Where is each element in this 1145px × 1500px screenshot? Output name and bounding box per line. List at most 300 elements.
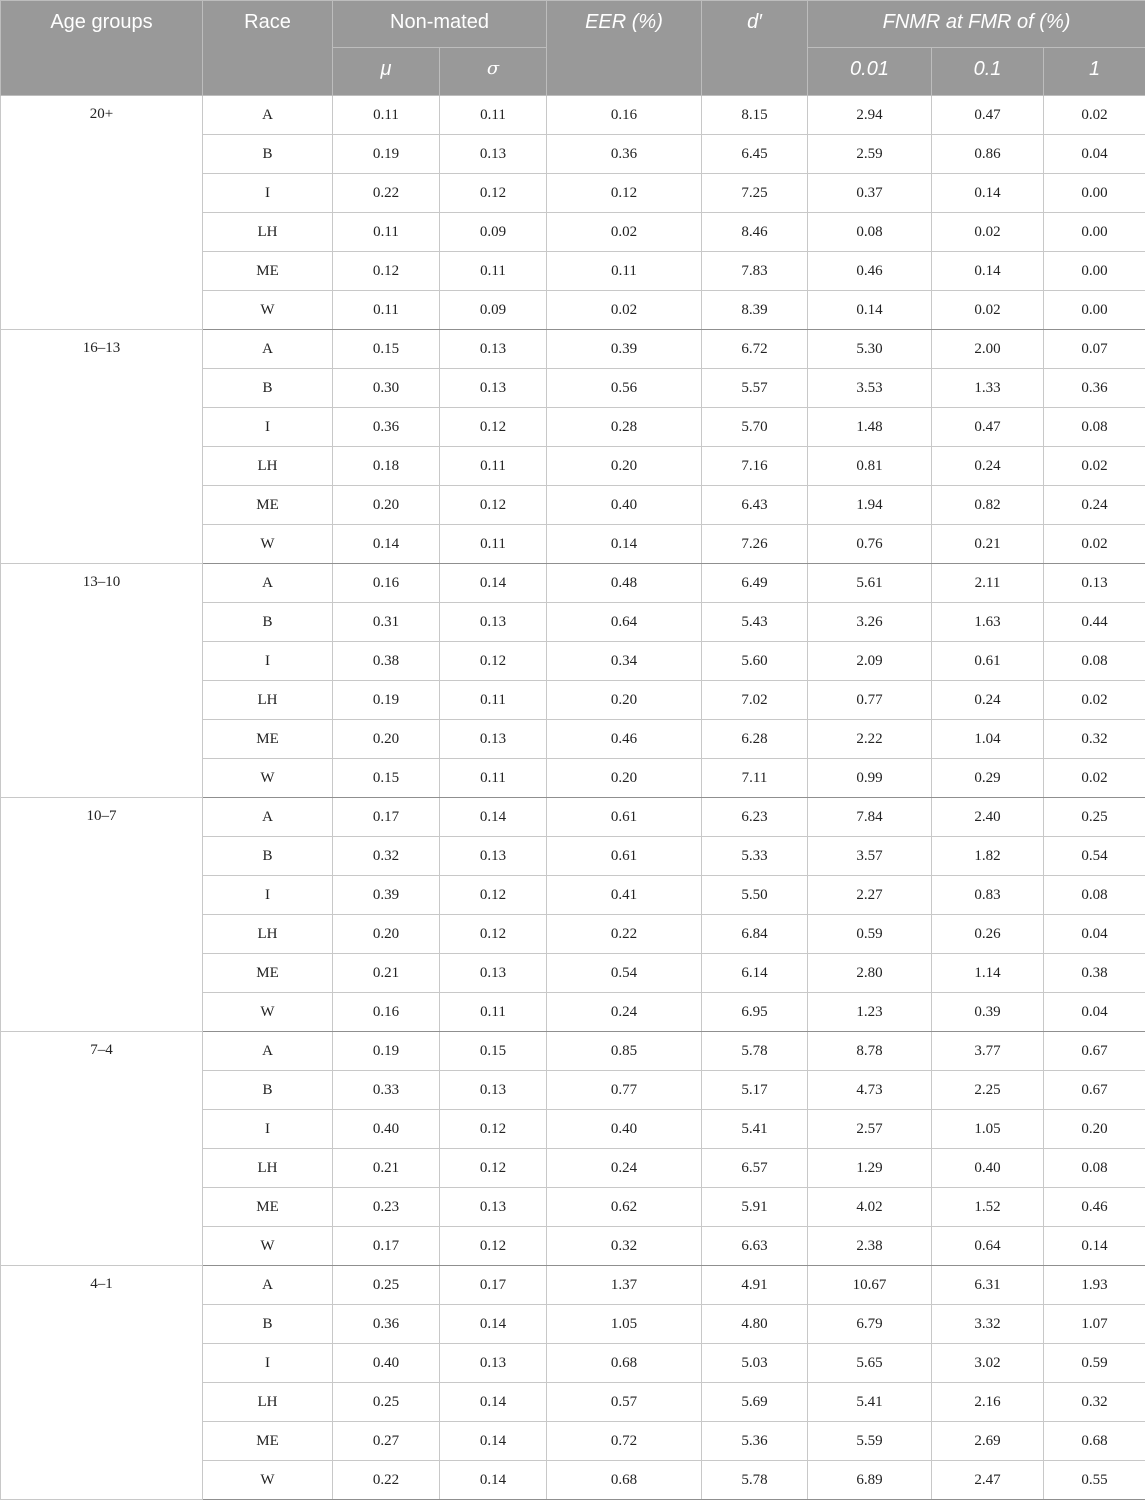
mu-cell: 0.19 — [333, 135, 440, 174]
race-cell: W — [203, 1227, 333, 1266]
sigma-cell: 0.12 — [440, 1110, 547, 1149]
eer-cell: 0.72 — [547, 1422, 702, 1461]
eer-cell: 0.39 — [547, 330, 702, 369]
fnmr-1-cell: 0.32 — [1044, 720, 1145, 759]
header-fmr-0-1: 0.1 — [932, 48, 1044, 96]
mu-cell: 0.20 — [333, 720, 440, 759]
d-prime-cell: 5.78 — [702, 1461, 808, 1500]
eer-cell: 0.46 — [547, 720, 702, 759]
sigma-cell: 0.13 — [440, 135, 547, 174]
d-prime-cell: 5.60 — [702, 642, 808, 681]
table-row — [1, 1266, 1145, 1305]
d-prime-cell: 5.91 — [702, 1188, 808, 1227]
mu-cell: 0.40 — [333, 1110, 440, 1149]
sigma-cell: 0.11 — [440, 447, 547, 486]
fnmr-0-01-cell: 0.99 — [808, 759, 932, 798]
eer-cell: 1.37 — [547, 1266, 702, 1305]
d-prime-cell: 6.45 — [702, 135, 808, 174]
eer-cell: 0.40 — [547, 486, 702, 525]
fnmr-1-cell: 0.00 — [1044, 213, 1145, 252]
mu-cell: 0.22 — [333, 174, 440, 213]
sigma-cell: 0.12 — [440, 486, 547, 525]
fnmr-0-01-cell: 5.59 — [808, 1422, 932, 1461]
mu-cell: 0.23 — [333, 1188, 440, 1227]
fnmr-0-01-cell: 8.78 — [808, 1032, 932, 1071]
fnmr-1-cell: 0.20 — [1044, 1110, 1145, 1149]
header-race: Race — [203, 1, 333, 96]
eer-cell: 0.32 — [547, 1227, 702, 1266]
eer-cell: 0.34 — [547, 642, 702, 681]
fnmr-0-1-cell: 3.77 — [932, 1032, 1044, 1071]
eer-cell: 0.11 — [547, 252, 702, 291]
header-mu: μ — [333, 48, 440, 96]
race-cell: B — [203, 837, 333, 876]
fnmr-1-cell: 0.07 — [1044, 330, 1145, 369]
eer-cell: 0.68 — [547, 1461, 702, 1500]
fnmr-0-01-cell: 4.02 — [808, 1188, 932, 1227]
fnmr-0-1-cell: 1.52 — [932, 1188, 1044, 1227]
eer-cell: 0.14 — [547, 525, 702, 564]
mu-cell: 0.36 — [333, 408, 440, 447]
eer-cell: 0.28 — [547, 408, 702, 447]
fnmr-1-cell: 0.14 — [1044, 1227, 1145, 1266]
fnmr-0-1-cell: 0.83 — [932, 876, 1044, 915]
fnmr-1-cell: 0.04 — [1044, 993, 1145, 1032]
sigma-cell: 0.12 — [440, 1149, 547, 1188]
race-cell: I — [203, 642, 333, 681]
fnmr-0-01-cell: 5.30 — [808, 330, 932, 369]
race-cell: LH — [203, 447, 333, 486]
sigma-cell: 0.13 — [440, 1188, 547, 1227]
sigma-cell: 0.13 — [440, 369, 547, 408]
fnmr-0-1-cell: 0.26 — [932, 915, 1044, 954]
sigma-cell: 0.13 — [440, 1071, 547, 1110]
d-prime-cell: 6.95 — [702, 993, 808, 1032]
fnmr-0-01-cell: 5.41 — [808, 1383, 932, 1422]
d-prime-cell: 6.57 — [702, 1149, 808, 1188]
d-prime-cell: 6.49 — [702, 564, 808, 603]
eer-cell: 0.20 — [547, 681, 702, 720]
d-prime-cell: 7.83 — [702, 252, 808, 291]
table-row — [1, 564, 1145, 603]
fnmr-0-01-cell: 2.59 — [808, 135, 932, 174]
mu-cell: 0.15 — [333, 759, 440, 798]
fnmr-0-01-cell: 6.89 — [808, 1461, 932, 1500]
fnmr-1-cell: 0.46 — [1044, 1188, 1145, 1227]
race-cell: B — [203, 135, 333, 174]
mu-cell: 0.25 — [333, 1383, 440, 1422]
mu-cell: 0.21 — [333, 1149, 440, 1188]
header-sigma: σ — [440, 48, 547, 96]
table-row — [1, 798, 1145, 837]
race-cell: I — [203, 1110, 333, 1149]
table-row — [1, 96, 1145, 135]
d-prime-cell: 5.70 — [702, 408, 808, 447]
eer-cell: 0.64 — [547, 603, 702, 642]
mu-cell: 0.17 — [333, 1227, 440, 1266]
fnmr-1-cell: 0.44 — [1044, 603, 1145, 642]
fnmr-1-cell: 0.59 — [1044, 1344, 1145, 1383]
sigma-cell: 0.14 — [440, 1383, 547, 1422]
eer-cell: 0.62 — [547, 1188, 702, 1227]
d-prime-cell: 6.72 — [702, 330, 808, 369]
mu-cell: 0.11 — [333, 291, 440, 330]
d-prime-cell: 5.41 — [702, 1110, 808, 1149]
d-prime-cell: 7.02 — [702, 681, 808, 720]
race-cell: W — [203, 759, 333, 798]
race-cell: A — [203, 1032, 333, 1071]
age-group-cell: 16–13 — [1, 330, 203, 564]
fnmr-0-1-cell: 0.40 — [932, 1149, 1044, 1188]
fnmr-1-cell: 0.68 — [1044, 1422, 1145, 1461]
fnmr-0-01-cell: 2.09 — [808, 642, 932, 681]
fnmr-0-1-cell: 0.47 — [932, 96, 1044, 135]
sigma-cell: 0.13 — [440, 1344, 547, 1383]
d-prime-cell: 8.15 — [702, 96, 808, 135]
race-cell: I — [203, 876, 333, 915]
eer-cell: 0.68 — [547, 1344, 702, 1383]
fnmr-0-01-cell: 2.94 — [808, 96, 932, 135]
eer-cell: 0.77 — [547, 1071, 702, 1110]
d-prime-cell: 8.46 — [702, 213, 808, 252]
fnmr-0-1-cell: 1.04 — [932, 720, 1044, 759]
d-prime-cell: 5.36 — [702, 1422, 808, 1461]
mu-cell: 0.12 — [333, 252, 440, 291]
fnmr-0-01-cell: 0.76 — [808, 525, 932, 564]
d-prime-cell: 5.50 — [702, 876, 808, 915]
fnmr-0-01-cell: 6.79 — [808, 1305, 932, 1344]
mu-cell: 0.17 — [333, 798, 440, 837]
fnmr-1-cell: 0.08 — [1044, 408, 1145, 447]
fnmr-0-01-cell: 0.14 — [808, 291, 932, 330]
race-cell: ME — [203, 252, 333, 291]
mu-cell: 0.20 — [333, 915, 440, 954]
d-prime-cell: 6.43 — [702, 486, 808, 525]
fnmr-1-cell: 0.54 — [1044, 837, 1145, 876]
fnmr-0-1-cell: 0.47 — [932, 408, 1044, 447]
race-cell: LH — [203, 1383, 333, 1422]
race-cell: ME — [203, 1188, 333, 1227]
d-prime-cell: 5.33 — [702, 837, 808, 876]
race-cell: LH — [203, 681, 333, 720]
fnmr-0-01-cell: 2.57 — [808, 1110, 932, 1149]
race-cell: W — [203, 291, 333, 330]
fnmr-1-cell: 0.25 — [1044, 798, 1145, 837]
age-group-cell: 20+ — [1, 96, 203, 330]
sigma-cell: 0.12 — [440, 642, 547, 681]
race-cell: A — [203, 96, 333, 135]
eer-cell: 0.85 — [547, 1032, 702, 1071]
fnmr-0-1-cell: 6.31 — [932, 1266, 1044, 1305]
mu-cell: 0.27 — [333, 1422, 440, 1461]
sigma-cell: 0.13 — [440, 720, 547, 759]
fnmr-0-1-cell: 0.61 — [932, 642, 1044, 681]
race-cell: B — [203, 1071, 333, 1110]
eer-cell: 0.57 — [547, 1383, 702, 1422]
fnmr-0-1-cell: 3.02 — [932, 1344, 1044, 1383]
fnmr-0-1-cell: 0.24 — [932, 447, 1044, 486]
eer-cell: 0.36 — [547, 135, 702, 174]
fnmr-1-cell: 0.00 — [1044, 174, 1145, 213]
fnmr-0-01-cell: 1.29 — [808, 1149, 932, 1188]
fnmr-1-cell: 0.36 — [1044, 369, 1145, 408]
fnmr-1-cell: 0.55 — [1044, 1461, 1145, 1500]
d-prime-cell: 6.23 — [702, 798, 808, 837]
age-group-cell: 13–10 — [1, 564, 203, 798]
header-fmr-1: 1 — [1044, 48, 1145, 96]
fnmr-0-1-cell: 2.25 — [932, 1071, 1044, 1110]
sigma-cell: 0.14 — [440, 798, 547, 837]
fnmr-1-cell: 0.67 — [1044, 1071, 1145, 1110]
mu-cell: 0.38 — [333, 642, 440, 681]
fnmr-0-1-cell: 0.02 — [932, 291, 1044, 330]
race-cell: B — [203, 1305, 333, 1344]
sigma-cell: 0.14 — [440, 564, 547, 603]
mu-cell: 0.19 — [333, 1032, 440, 1071]
fnmr-0-01-cell: 4.73 — [808, 1071, 932, 1110]
header-d-prime: d′ — [702, 1, 808, 96]
race-cell: A — [203, 798, 333, 837]
fnmr-1-cell: 0.04 — [1044, 915, 1145, 954]
eer-cell: 0.12 — [547, 174, 702, 213]
sigma-cell: 0.13 — [440, 603, 547, 642]
age-group-cell: 7–4 — [1, 1032, 203, 1266]
eer-cell: 0.61 — [547, 798, 702, 837]
d-prime-cell: 7.25 — [702, 174, 808, 213]
fnmr-0-1-cell: 0.14 — [932, 252, 1044, 291]
race-cell: ME — [203, 720, 333, 759]
d-prime-cell: 4.91 — [702, 1266, 808, 1305]
fnmr-0-01-cell: 0.46 — [808, 252, 932, 291]
fnmr-1-cell: 0.00 — [1044, 252, 1145, 291]
fnmr-0-01-cell: 5.61 — [808, 564, 932, 603]
fnmr-0-01-cell: 2.22 — [808, 720, 932, 759]
race-cell: I — [203, 1344, 333, 1383]
fnmr-0-01-cell: 1.94 — [808, 486, 932, 525]
race-cell: ME — [203, 486, 333, 525]
mu-cell: 0.19 — [333, 681, 440, 720]
age-group-cell: 10–7 — [1, 798, 203, 1032]
sigma-cell: 0.13 — [440, 837, 547, 876]
mu-cell: 0.33 — [333, 1071, 440, 1110]
mu-cell: 0.39 — [333, 876, 440, 915]
fnmr-0-1-cell: 1.33 — [932, 369, 1044, 408]
race-cell: W — [203, 993, 333, 1032]
fnmr-0-1-cell: 0.39 — [932, 993, 1044, 1032]
eer-cell: 0.20 — [547, 447, 702, 486]
fnmr-0-01-cell: 3.53 — [808, 369, 932, 408]
header-fmr-0-01: 0.01 — [808, 48, 932, 96]
race-cell: LH — [203, 213, 333, 252]
race-cell: W — [203, 525, 333, 564]
sigma-cell: 0.11 — [440, 681, 547, 720]
race-cell: A — [203, 330, 333, 369]
sigma-cell: 0.09 — [440, 213, 547, 252]
fnmr-1-cell: 0.24 — [1044, 486, 1145, 525]
fnmr-0-1-cell: 0.82 — [932, 486, 1044, 525]
d-prime-cell: 5.69 — [702, 1383, 808, 1422]
fnmr-0-1-cell: 2.69 — [932, 1422, 1044, 1461]
fnmr-1-cell: 0.32 — [1044, 1383, 1145, 1422]
d-prime-cell: 5.78 — [702, 1032, 808, 1071]
sigma-cell: 0.12 — [440, 174, 547, 213]
header-fnmr: FNMR at FMR of (%) — [808, 1, 1145, 48]
table-header — [1, 1, 1145, 96]
d-prime-cell: 5.43 — [702, 603, 808, 642]
eer-cell: 0.24 — [547, 993, 702, 1032]
fnmr-1-cell: 0.13 — [1044, 564, 1145, 603]
sigma-cell: 0.11 — [440, 96, 547, 135]
mu-cell: 0.16 — [333, 564, 440, 603]
race-cell: B — [203, 369, 333, 408]
sigma-cell: 0.11 — [440, 525, 547, 564]
eer-cell: 0.40 — [547, 1110, 702, 1149]
fnmr-0-01-cell: 0.77 — [808, 681, 932, 720]
fnmr-0-01-cell: 0.08 — [808, 213, 932, 252]
fnmr-0-01-cell: 1.23 — [808, 993, 932, 1032]
fnmr-0-1-cell: 0.29 — [932, 759, 1044, 798]
race-cell: W — [203, 1461, 333, 1500]
sigma-cell: 0.09 — [440, 291, 547, 330]
d-prime-cell: 6.14 — [702, 954, 808, 993]
sigma-cell: 0.12 — [440, 915, 547, 954]
sigma-cell: 0.14 — [440, 1461, 547, 1500]
mu-cell: 0.15 — [333, 330, 440, 369]
table-row — [1, 330, 1145, 369]
mu-cell: 0.30 — [333, 369, 440, 408]
mu-cell: 0.25 — [333, 1266, 440, 1305]
mu-cell: 0.36 — [333, 1305, 440, 1344]
fnmr-0-01-cell: 3.26 — [808, 603, 932, 642]
mu-cell: 0.32 — [333, 837, 440, 876]
mu-cell: 0.21 — [333, 954, 440, 993]
sigma-cell: 0.13 — [440, 330, 547, 369]
d-prime-cell: 5.03 — [702, 1344, 808, 1383]
mu-cell: 0.22 — [333, 1461, 440, 1500]
race-cell: A — [203, 564, 333, 603]
mu-cell: 0.31 — [333, 603, 440, 642]
eer-cell: 0.54 — [547, 954, 702, 993]
fnmr-1-cell: 0.38 — [1044, 954, 1145, 993]
fnmr-1-cell: 0.02 — [1044, 759, 1145, 798]
fnmr-0-01-cell: 2.27 — [808, 876, 932, 915]
fnmr-0-1-cell: 2.47 — [932, 1461, 1044, 1500]
fnmr-1-cell: 0.02 — [1044, 681, 1145, 720]
fnmr-0-1-cell: 0.02 — [932, 213, 1044, 252]
race-cell: ME — [203, 954, 333, 993]
sigma-cell: 0.14 — [440, 1305, 547, 1344]
fnmr-1-cell: 0.02 — [1044, 96, 1145, 135]
fnmr-0-01-cell: 10.67 — [808, 1266, 932, 1305]
fnmr-1-cell: 0.08 — [1044, 876, 1145, 915]
fnmr-1-cell: 0.04 — [1044, 135, 1145, 174]
fnmr-0-01-cell: 1.48 — [808, 408, 932, 447]
fnmr-1-cell: 1.07 — [1044, 1305, 1145, 1344]
table-body — [1, 96, 1145, 1500]
sigma-cell: 0.12 — [440, 1227, 547, 1266]
fnmr-0-1-cell: 3.32 — [932, 1305, 1044, 1344]
race-cell: A — [203, 1266, 333, 1305]
fnmr-0-01-cell: 7.84 — [808, 798, 932, 837]
sigma-cell: 0.14 — [440, 1422, 547, 1461]
eer-cell: 0.41 — [547, 876, 702, 915]
d-prime-cell: 5.57 — [702, 369, 808, 408]
mu-cell: 0.11 — [333, 96, 440, 135]
fnmr-0-1-cell: 1.82 — [932, 837, 1044, 876]
d-prime-cell: 7.26 — [702, 525, 808, 564]
fnmr-0-1-cell: 1.63 — [932, 603, 1044, 642]
mu-cell: 0.11 — [333, 213, 440, 252]
fnmr-1-cell: 0.08 — [1044, 642, 1145, 681]
mu-cell: 0.14 — [333, 525, 440, 564]
sigma-cell: 0.17 — [440, 1266, 547, 1305]
header-age-groups: Age groups — [1, 1, 203, 96]
fnmr-1-cell: 0.02 — [1044, 447, 1145, 486]
race-cell: I — [203, 174, 333, 213]
fnmr-0-01-cell: 3.57 — [808, 837, 932, 876]
fnmr-0-1-cell: 1.05 — [932, 1110, 1044, 1149]
fnmr-0-1-cell: 1.14 — [932, 954, 1044, 993]
sigma-cell: 0.12 — [440, 876, 547, 915]
fnmr-0-01-cell: 0.37 — [808, 174, 932, 213]
race-cell: I — [203, 408, 333, 447]
eer-cell: 1.05 — [547, 1305, 702, 1344]
header-eer: EER (%) — [547, 1, 702, 96]
d-prime-cell: 7.11 — [702, 759, 808, 798]
race-cell: LH — [203, 915, 333, 954]
d-prime-cell: 6.84 — [702, 915, 808, 954]
mu-cell: 0.20 — [333, 486, 440, 525]
d-prime-cell: 4.80 — [702, 1305, 808, 1344]
sigma-cell: 0.15 — [440, 1032, 547, 1071]
fnmr-0-1-cell: 0.14 — [932, 174, 1044, 213]
fnmr-0-01-cell: 5.65 — [808, 1344, 932, 1383]
fnmr-0-1-cell: 0.24 — [932, 681, 1044, 720]
sigma-cell: 0.11 — [440, 759, 547, 798]
eer-cell: 0.61 — [547, 837, 702, 876]
d-prime-cell: 7.16 — [702, 447, 808, 486]
d-prime-cell: 6.28 — [702, 720, 808, 759]
fnmr-1-cell: 0.67 — [1044, 1032, 1145, 1071]
fnmr-1-cell: 0.00 — [1044, 291, 1145, 330]
mu-cell: 0.18 — [333, 447, 440, 486]
fnmr-0-01-cell: 2.80 — [808, 954, 932, 993]
eer-cell: 0.02 — [547, 291, 702, 330]
race-cell: B — [203, 603, 333, 642]
fnmr-1-cell: 0.08 — [1044, 1149, 1145, 1188]
fnmr-0-1-cell: 2.40 — [932, 798, 1044, 837]
age-group-cell: 4–1 — [1, 1266, 203, 1500]
fnmr-1-cell: 0.02 — [1044, 525, 1145, 564]
fnmr-0-01-cell: 0.81 — [808, 447, 932, 486]
fnmr-0-1-cell: 0.64 — [932, 1227, 1044, 1266]
eer-cell: 0.02 — [547, 213, 702, 252]
fnmr-0-1-cell: 2.11 — [932, 564, 1044, 603]
fnmr-0-1-cell: 2.16 — [932, 1383, 1044, 1422]
eer-cell: 0.56 — [547, 369, 702, 408]
race-cell: ME — [203, 1422, 333, 1461]
mu-cell: 0.16 — [333, 993, 440, 1032]
sigma-cell: 0.13 — [440, 954, 547, 993]
eer-cell: 0.16 — [547, 96, 702, 135]
eer-cell: 0.20 — [547, 759, 702, 798]
fnmr-0-1-cell: 2.00 — [932, 330, 1044, 369]
fnmr-0-1-cell: 0.21 — [932, 525, 1044, 564]
table-row — [1, 1032, 1145, 1071]
sigma-cell: 0.12 — [440, 408, 547, 447]
eer-cell: 0.22 — [547, 915, 702, 954]
sigma-cell: 0.11 — [440, 252, 547, 291]
